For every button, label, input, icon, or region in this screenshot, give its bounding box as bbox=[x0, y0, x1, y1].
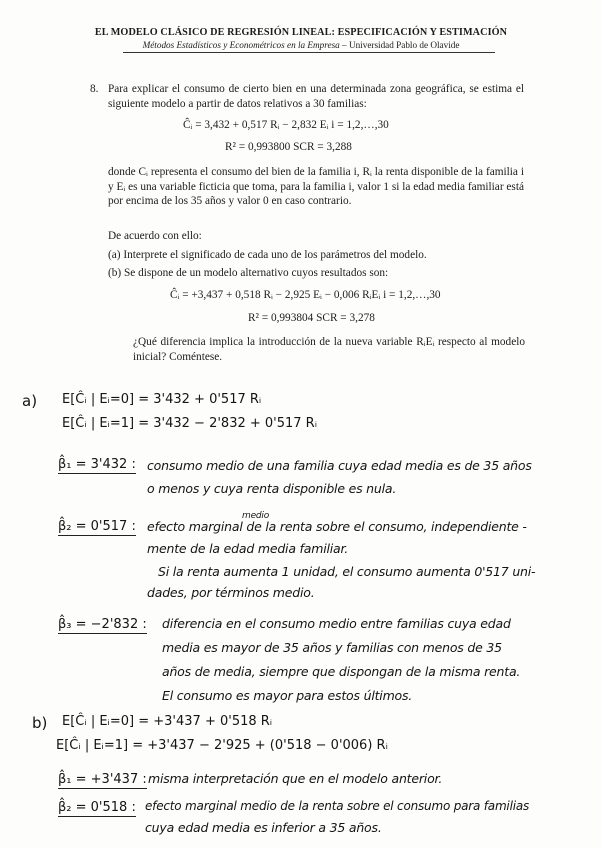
handwritten-b-beta2-line-1: efecto marginal medio de la renta sobre el consumo para familias bbox=[145, 799, 530, 813]
handwritten-beta1-line-1: consumo medio de una familia cuya edad media es de 35 años bbox=[147, 458, 532, 473]
header-subtitle-university: – Universidad Pablo de Olavide bbox=[339, 40, 460, 50]
handwritten-a-label: a) bbox=[22, 392, 38, 410]
handwritten-beta3-line-2: media es mayor de 35 años y familias con menos de 35 bbox=[162, 640, 502, 655]
header-subtitle-course: Métodos Estadísticos y Econométricos en la Empresa bbox=[142, 40, 340, 50]
handwritten-beta3-line-3: años de media, siempre que dispongan de la misma renta. bbox=[162, 664, 521, 679]
handwritten-b-beta1-label: β̂₁ = +3'437 : bbox=[58, 772, 147, 787]
problem-lead: De acuerdo con ello: bbox=[108, 230, 202, 242]
problem-intro: Para explicar el consumo de cierto bien en una determinada zona geográfica, se estima el siguiente modelo a partir de datos relativos a 30 familias: bbox=[108, 83, 524, 110]
handwritten-beta2-line-1: efecto marginal de la renta sobre el consumo, independiente - bbox=[147, 519, 527, 534]
handwritten-beta3-line-1: diferencia en el consumo medio entre familias cuya edad bbox=[162, 616, 511, 631]
part-b-comment-question: ¿Qué diferencia implica la introducción de la nueva variable RᵢEᵢ respecto al modelo inicial? Coméntese. bbox=[133, 336, 525, 363]
problem-number: 8. bbox=[90, 83, 99, 95]
handwritten-beta3-line-4: El consumo es mayor para estos últimos. bbox=[162, 688, 413, 703]
handwritten-b-beta2-label: β̂₂ = 0'518 : bbox=[58, 800, 136, 815]
handwritten-beta1-line-2: o menos y cuya renta disponible es nula. bbox=[147, 481, 397, 496]
handwritten-b-beta1-text: misma interpretación que en el modelo anterior. bbox=[148, 771, 443, 786]
part-a-question: (a) Interprete el significado de cada uno de los parámetros del modelo. bbox=[108, 249, 427, 261]
part-b-question: (b) Se dispone de un modelo alternativo cuyos resultados son: bbox=[108, 267, 389, 279]
handwritten-beta2-line-4: dades, por términos medio. bbox=[147, 585, 315, 600]
model-2-fit: R² = 0,993804 SCR = 3,278 bbox=[248, 312, 375, 324]
handwritten-beta2-insertion: medio bbox=[242, 511, 270, 521]
handwritten-b-label: b) bbox=[32, 714, 48, 732]
model-2-equation: Ĉᵢ = +3,437 + 0,518 Rᵢ − 2,925 Eᵢ − 0,006 RᵢEᵢ i = 1,2,…,30 bbox=[170, 289, 441, 301]
handwritten-a-expectation-e1: E[Ĉᵢ | Eᵢ=1] = 3'432 − 2'832 + 0'517 Rᵢ bbox=[62, 416, 318, 431]
handwritten-a-expectation-e0: E[Ĉᵢ | Eᵢ=0] = 3'432 + 0'517 Rᵢ bbox=[62, 392, 262, 407]
handwritten-beta2-line-3: Si la renta aumenta 1 unidad, el consumo aumenta 0'517 uni- bbox=[158, 564, 536, 579]
handwritten-b-beta2-line-2: cuya edad media es inferior a 35 años. bbox=[145, 820, 382, 835]
handwritten-b-expectation-e0: E[Ĉᵢ | Eᵢ=0] = +3'437 + 0'518 Rᵢ bbox=[62, 714, 273, 729]
handwritten-beta2-line-2: mente de la edad media familiar. bbox=[147, 541, 349, 556]
header-subtitle bbox=[0, 40, 602, 50]
handwritten-beta3-label: β̂₃ = −2'832 : bbox=[58, 617, 147, 632]
handwritten-beta2-label: β̂₂ = 0'517 : bbox=[58, 519, 136, 534]
handwritten-b-expectation-e1: E[Ĉᵢ | Eᵢ=1] = +3'437 − 2'925 + (0'518 − 0'006) Rᵢ bbox=[56, 738, 388, 753]
header-rule bbox=[123, 52, 495, 53]
model-1-equation: Ĉᵢ = 3,432 + 0,517 Rᵢ − 2,832 Eᵢ i = 1,2,…,30 bbox=[183, 119, 389, 131]
header-title: EL MODELO CLÁSICO DE REGRESIÓN LINEAL: ESPECIFICACIÓN Y ESTIMACIÓN bbox=[94, 27, 508, 38]
model-1-fit: R² = 0,993800 SCR = 3,288 bbox=[225, 141, 352, 153]
variable-definitions: donde Cᵢ representa el consumo del bien de la familia i, Rᵢ la renta disponible de la familia i y Eᵢ es una variable ficticia que toma, para la familia i, valor 1 si la edad media familiar está por encima de los 35 años y valor 0 en caso contrario. bbox=[108, 166, 524, 207]
handwritten-beta1-label: β̂₁ = 3'432 : bbox=[58, 457, 136, 472]
